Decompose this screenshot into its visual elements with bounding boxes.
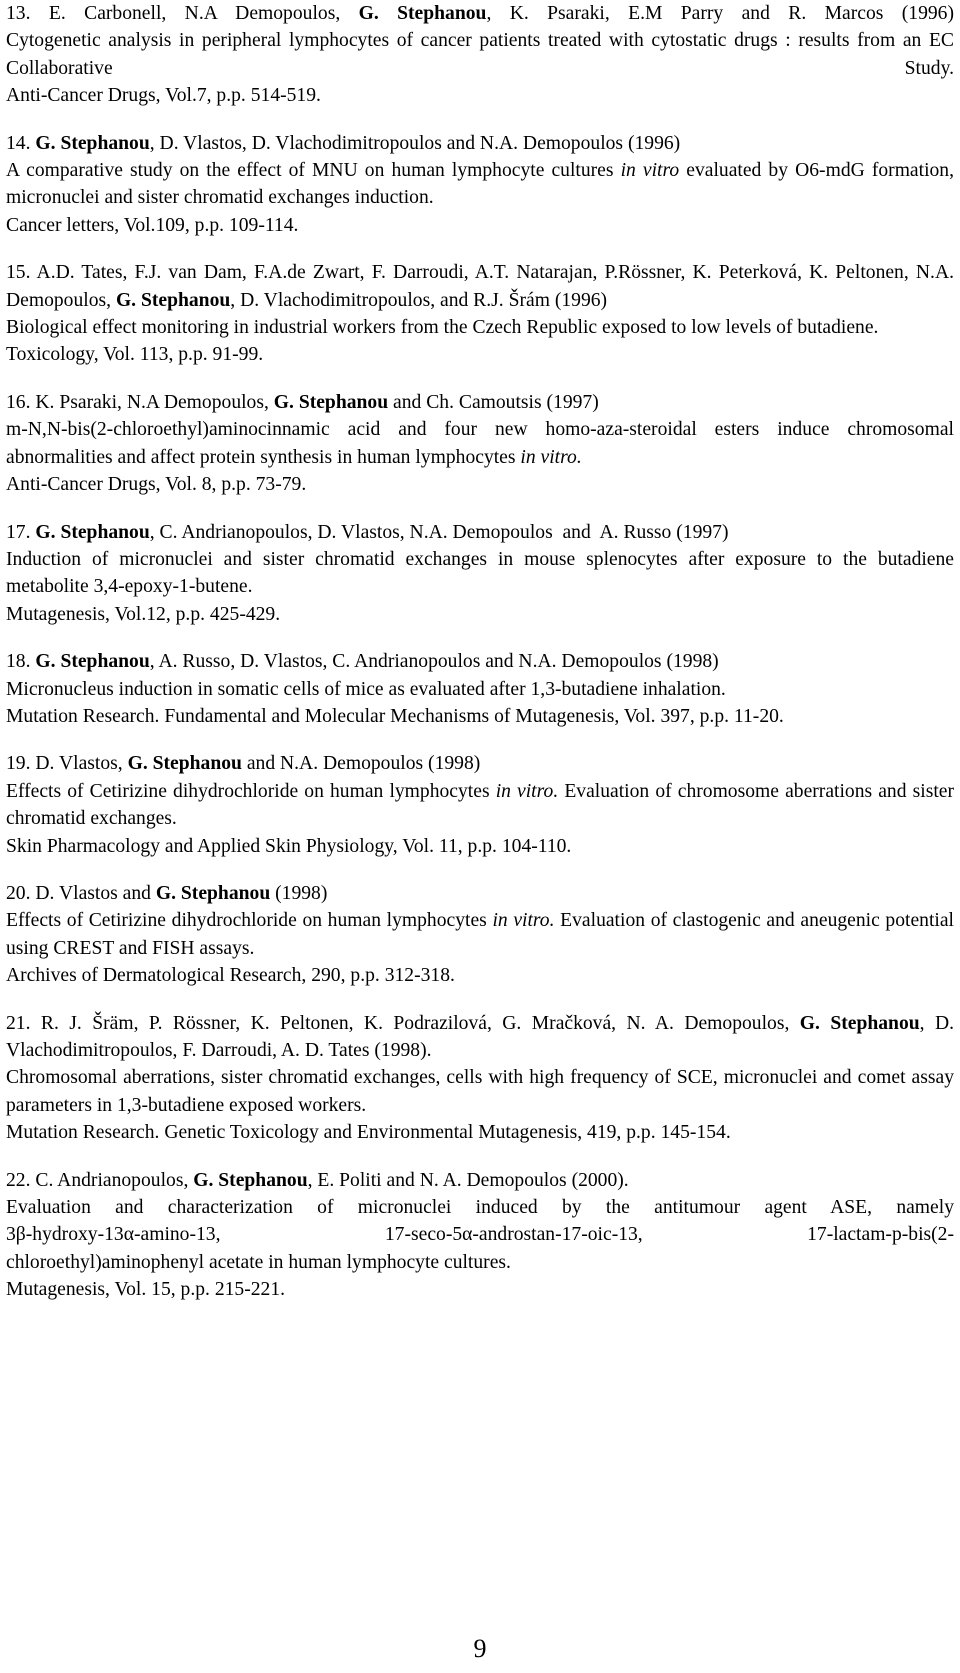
- reference-title: Effects of Cetirizine dihydrochloride on human lymphocytes in vitro. Evaluation of chromosome aberrations and sister chromatid exchanges.: [6, 780, 954, 830]
- reference-journal: Mutation Research. Fundamental and Molecular Mechanisms of Mutagenesis, Vol. 397, p.p. 11-20.: [6, 705, 784, 727]
- reference-title-line: chloroethyl)aminophenyl acetate in human lymphocyte cultures.: [6, 1251, 511, 1273]
- italic-term: in vitro.: [495, 780, 559, 802]
- reference-number: 22.: [6, 1169, 31, 1191]
- reference-number: 17.: [6, 521, 31, 543]
- reference-journal: Cancer letters, Vol.109, p.p. 109-114.: [6, 214, 299, 236]
- reference-17: [6, 519, 954, 629]
- reference-number: 16.: [6, 391, 31, 413]
- reference-15: [6, 259, 954, 369]
- reference-20: [6, 880, 954, 990]
- reference-22: [6, 1167, 954, 1304]
- highlighted-author: G. Stephanou: [35, 521, 150, 543]
- reference-19: [6, 750, 954, 860]
- reference-number: 20.: [6, 882, 31, 904]
- highlighted-author: G. Stephanou: [127, 753, 242, 775]
- reference-title: m-N,N-bis(2-chloroethyl)aminocinnamic acid and four new homo-aza-steroidal esters induce chromosomal abnormalities and affect protein synthesis in human lymphocytes in vitro.: [6, 419, 954, 468]
- reference-authors: 18. G. Stephanou, A. Russo, D. Vlastos, C. Andrianopoulos and N.A. Demopoulos (1998): [6, 651, 719, 673]
- reference-journal: Archives of Dermatological Research, 290, p.p. 312-318.: [6, 965, 455, 987]
- reference-list: [6, 0, 954, 1324]
- highlighted-author: G. Stephanou: [155, 882, 271, 904]
- reference-title-line: 3β-hydroxy-13α-amino-13, 17-seco-5α-androstan-17-oic-13, 17-lactam-p-bis(2-: [6, 1224, 954, 1246]
- reference-title: Biological effect monitoring in industrial workers from the Czech Republic exposed to low levels of butadiene.: [6, 317, 879, 339]
- reference-number: 13.: [6, 3, 31, 24]
- reference-journal: Mutation Research. Genetic Toxicology and Environmental Mutagenesis, 419, p.p. 145-154.: [6, 1122, 731, 1144]
- reference-authors: 17. G. Stephanou, C. Andrianopoulos, D. Vlastos, N.A. Demopoulos and A. Russo (1997): [6, 521, 729, 543]
- reference-authors: 21. R. J. Šräm, P. Rössner, K. Peltonen, K. Podrazilová, G. Mračková, N. A. Demopoulos, G. Stephanou, D. Vlachodimitropoulos, F. Darroudi, A. D. Tates (1998).: [6, 1012, 954, 1061]
- reference-authors: 14. G. Stephanou, D. Vlastos, D. Vlachodimitropoulos and N.A. Demopoulos (1996): [6, 132, 681, 154]
- reference-title: Cytogenetic analysis in peripheral lymphocytes of cancer patients treated with cytostatic drugs : results from an EC Collaborative Study.: [6, 30, 954, 79]
- reference-16: [6, 389, 954, 499]
- highlighted-author: G. Stephanou: [35, 132, 150, 154]
- reference-authors: 16. K. Psaraki, N.A Demopoulos, G. Stephanou and Ch. Camoutsis (1997): [6, 391, 599, 413]
- reference-authors: 22. C. Andrianopoulos, G. Stephanou, E. Politi and N. A. Demopoulos (2000).: [6, 1169, 629, 1191]
- reference-title: A comparative study on the effect of MNU on human lymphocyte cultures in vitro evaluated by O6-mdG formation, micronuclei and sister chromatid exchanges induction.: [6, 160, 955, 209]
- reference-14: [6, 130, 954, 240]
- reference-title: Effects of Cetirizine dihydrochloride on human lymphocytes in vitro. Evaluation of clastogenic and aneugenic potential using CREST and FISH assays.: [6, 910, 954, 959]
- reference-authors: 20. D. Vlastos and G. Stephanou (1998): [6, 882, 328, 904]
- page-number: 9: [473, 1634, 487, 1663]
- reference-number: 14.: [6, 132, 31, 154]
- highlighted-author: G. Stephanou: [358, 3, 487, 24]
- reference-number: 21.: [6, 1012, 31, 1034]
- italic-term: in vitro: [620, 160, 680, 182]
- reference-journal: Anti-Cancer Drugs, Vol.7, p.p. 514-519.: [6, 85, 321, 107]
- italic-term: in vitro.: [492, 910, 555, 932]
- reference-13: [6, 0, 954, 110]
- reference-journal: Anti-Cancer Drugs, Vol. 8, p.p. 73-79.: [6, 474, 307, 496]
- reference-title: Chromosomal aberrations, sister chromatid exchanges, cells with high frequency of SCE, micronuclei and comet assay parameters in 1,3-butadiene exposed workers.: [6, 1067, 954, 1116]
- highlighted-author: G. Stephanou: [273, 391, 389, 413]
- highlighted-author: G. Stephanou: [35, 651, 150, 673]
- reference-authors: 13. E. Carbonell, N.A Demopoulos, G. Stephanou, K. Psaraki, E.M Parry and R. Marcos (1996): [6, 3, 955, 24]
- reference-number: 15.: [6, 262, 31, 284]
- highlighted-author: G. Stephanou: [115, 289, 231, 311]
- highlighted-author: G. Stephanou: [799, 1012, 920, 1034]
- reference-number: 19.: [6, 753, 31, 775]
- highlighted-author: G. Stephanou: [193, 1169, 308, 1191]
- reference-journal: Mutagenesis, Vol. 15, p.p. 215-221.: [6, 1279, 286, 1301]
- reference-title-line: Evaluation and characterization of micronuclei induced by the antitumour agent ASE, namely: [6, 1197, 954, 1219]
- reference-journal: Mutagenesis, Vol.12, p.p. 425-429.: [6, 603, 281, 625]
- reference-21: [6, 1010, 954, 1147]
- italic-term: in vitro.: [520, 446, 582, 468]
- reference-authors: 19. D. Vlastos, G. Stephanou and N.A. Demopoulos (1998): [6, 753, 481, 775]
- reference-18: [6, 648, 954, 730]
- reference-number: 18.: [6, 651, 31, 673]
- reference-journal: Toxicology, Vol. 113, p.p. 91-99.: [6, 344, 264, 366]
- reference-authors: 15. A.D. Tates, F.J. van Dam, F.A.de Zwart, F. Darroudi, A.T. Natarajan, P.Rössner, K. Peterková, K. Peltonen, N.A. Demopoulos, G. Stephanou, D. Vlachodimitropoulos, and R.J. Šrám (1996): [6, 262, 954, 311]
- reference-title: Induction of micronuclei and sister chromatid exchanges in mouse splenocytes after exposure to the butadiene metabolite 3,4-epoxy-1-butene.: [6, 548, 954, 598]
- reference-journal: Skin Pharmacology and Applied Skin Physiology, Vol. 11, p.p. 104-110.: [6, 835, 572, 857]
- reference-title: Micronucleus induction in somatic cells of mice as evaluated after 1,3-butadiene inhalation.: [6, 678, 726, 700]
